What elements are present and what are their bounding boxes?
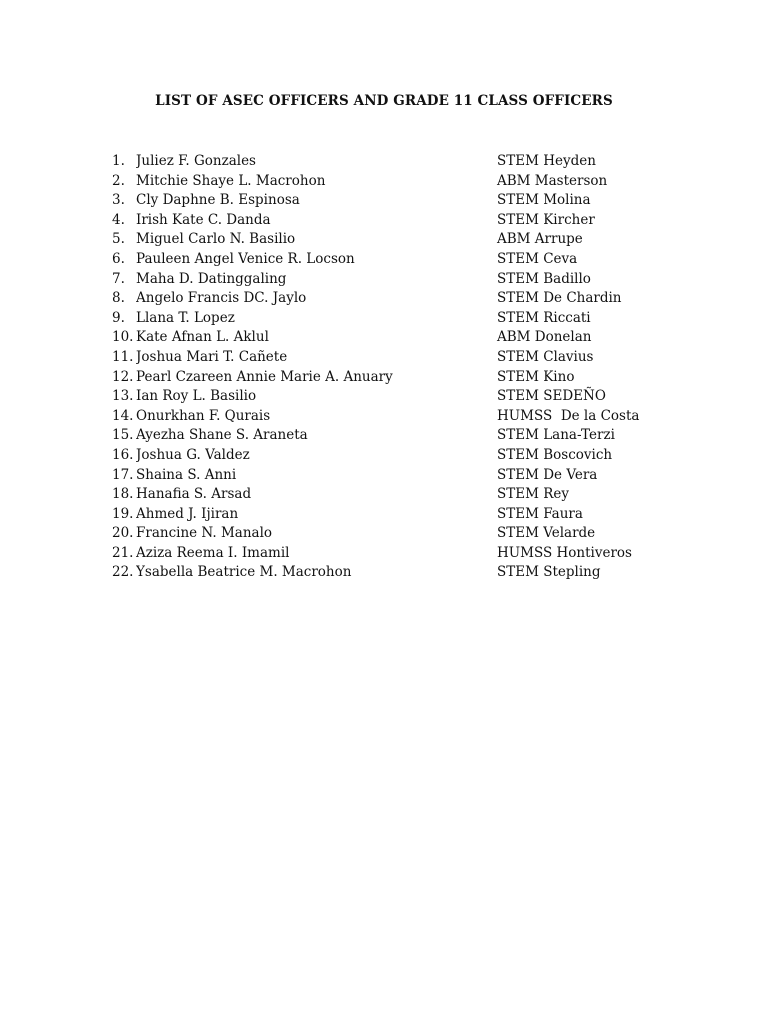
officer-section: STEM Molina: [497, 192, 591, 209]
officer-section: STEM Clavius: [497, 348, 594, 365]
officer-list: [112, 152, 672, 583]
item-number: 19.: [112, 505, 134, 522]
officer-name: Maha D. Datinggaling: [136, 270, 287, 287]
item-number: 1.: [112, 153, 125, 169]
item-number: 18.: [112, 486, 134, 503]
officer-section: STEM Lana-Terzi: [497, 427, 615, 444]
list-item: [112, 505, 672, 525]
officer-name: Ayezha Shane S. Araneta: [136, 427, 308, 444]
item-number: 14.: [112, 407, 134, 424]
list-item: [112, 250, 672, 270]
list-item: [112, 407, 672, 427]
item-number: 6.: [112, 250, 125, 267]
officer-name: Shaina S. Anni: [136, 466, 237, 483]
officer-name: Hanafia S. Arsad: [136, 486, 252, 503]
officer-section: STEM Heyden: [497, 153, 596, 169]
officer-section: STEM Boscovich: [497, 446, 613, 463]
officer-section: STEM Riccati: [497, 309, 591, 326]
list-item: [112, 387, 672, 407]
officer-name: Llana T. Lopez: [136, 309, 235, 326]
item-number: 4.: [112, 211, 125, 228]
officer-name: Joshua G. Valdez: [136, 446, 250, 463]
officer-name: Ian Roy L. Basilio: [136, 388, 257, 405]
item-number: 8.: [112, 290, 125, 307]
item-number: 17.: [112, 466, 134, 483]
item-number: 9.: [112, 309, 125, 326]
officer-name: Francine N. Manalo: [136, 525, 273, 542]
list-item: [112, 485, 672, 505]
item-number: 2.: [112, 172, 125, 189]
list-item: [112, 211, 672, 231]
officer-section: STEM Stepling: [497, 564, 601, 581]
officer-name: Mitchie Shaye L. Macrohon: [136, 172, 326, 189]
officer-section: STEM Rey: [497, 486, 570, 503]
officer-section: ABM Arrupe: [497, 231, 583, 248]
officer-section: STEM Ceva: [497, 250, 578, 267]
list-item: [112, 426, 672, 446]
officer-name: Kate Afnan L. Aklul: [136, 329, 269, 346]
list-item: [112, 544, 672, 564]
officer-name: Ahmed J. Ijiran: [136, 505, 239, 522]
officer-name: Aziza Reema I. Imamil: [136, 544, 290, 561]
officer-section: STEM Velarde: [497, 525, 596, 542]
list-item: [112, 230, 672, 250]
item-number: 13.: [112, 388, 134, 405]
item-number: 11.: [112, 348, 134, 365]
list-item: [112, 152, 672, 172]
officer-name: Ysabella Beatrice M. Macrohon: [136, 564, 352, 581]
list-item: [112, 191, 672, 211]
officer-name: Cly Daphne B. Espinosa: [136, 192, 300, 209]
officer-section: STEM De Chardin: [497, 290, 622, 307]
item-number: 7.: [112, 270, 125, 287]
officer-section: STEM Kino: [497, 368, 575, 385]
officer-name: Angelo Francis DC. Jaylo: [136, 290, 307, 307]
officer-name: Pearl Czareen Annie Marie A. Anuary: [136, 368, 393, 385]
officer-section: STEM Faura: [497, 505, 583, 522]
item-number: 10.: [112, 329, 134, 346]
officer-name: Onurkhan F. Qurais: [136, 407, 271, 424]
list-item: [112, 446, 672, 466]
officer-name: Irish Kate C. Danda: [136, 211, 271, 228]
item-number: 16.: [112, 446, 134, 463]
list-item: [112, 466, 672, 486]
officer-name: Juliez F. Gonzales: [136, 153, 256, 169]
item-number: 15.: [112, 427, 134, 444]
item-number: 22.: [112, 564, 134, 581]
officer-section: STEM Badillo: [497, 270, 591, 287]
officer-section: HUMSS De la Costa: [497, 407, 640, 424]
officer-name: Miguel Carlo N. Basilio: [136, 231, 296, 248]
page-title: LIST OF ASEC OFFICERS AND GRADE 11 CLASS OFFICERS: [155, 93, 613, 109]
item-number: 5.: [112, 231, 125, 248]
list-item: [112, 172, 672, 192]
list-item: [112, 270, 672, 290]
officer-section: ABM Donelan: [497, 329, 592, 346]
list-item: [112, 348, 672, 368]
officer-name: Joshua Mari T. Cañete: [136, 348, 288, 365]
list-item: [112, 289, 672, 309]
officer-section: STEM SEDEÑO: [497, 388, 606, 405]
list-item: [112, 328, 672, 348]
list-item: [112, 309, 672, 329]
list-item: [112, 368, 672, 388]
item-number: 21.: [112, 544, 134, 561]
list-item: [112, 524, 672, 544]
officer-section: ABM Masterson: [497, 172, 608, 189]
list-item: [112, 563, 672, 583]
officer-name: Pauleen Angel Venice R. Locson: [136, 250, 355, 267]
item-number: 12.: [112, 368, 134, 385]
officer-section: STEM De Vera: [497, 466, 598, 483]
item-number: 3.: [112, 192, 125, 209]
officer-section: HUMSS Hontiveros: [497, 544, 632, 561]
officer-section: STEM Kircher: [497, 211, 595, 228]
item-number: 20.: [112, 525, 134, 542]
